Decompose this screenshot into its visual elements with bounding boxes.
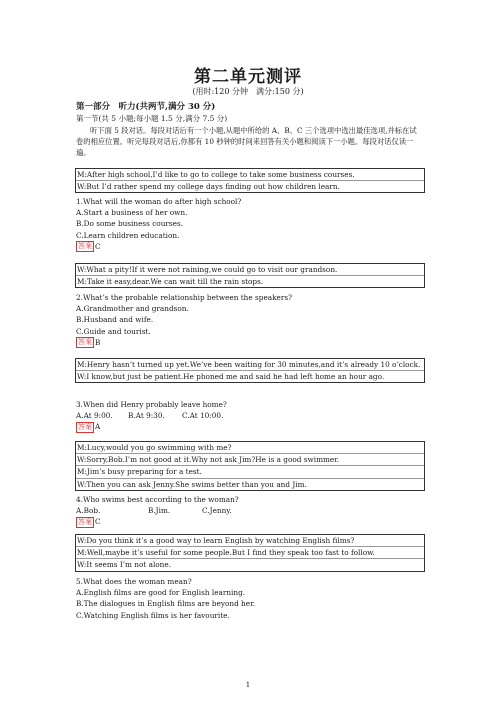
question-block-4 [76,494,426,528]
question-text: 1.What will the woman do after high school? [76,197,242,206]
option-b: B.Jim. [148,506,171,516]
transcript-line: M:Henry hasn’t turned up yet.We’ve been waiting for 30 minutes,and it’s already 10 o’clock. [76,359,424,371]
answer-value: C [95,241,101,251]
transcript-line: M:Lucy,would you go swimming with me? [76,442,424,454]
page-title: 第二单元测评 [194,67,302,87]
transcript-line: W:Do you think it’s a good way to learn English by watching English films? [76,535,424,547]
option-a: A.Start a business of her own. [76,208,188,218]
transcript-box-5 [75,534,425,572]
question-block-1 [76,196,426,252]
transcript-line: M:Jim’s busy preparing for a test. [76,466,424,478]
answer-line [76,421,426,432]
answer-line [76,337,426,348]
question-text: 2.What’s the probable relationship between the speakers? [76,293,292,302]
option-a: A.Bob. [76,506,101,516]
transcript-box-4 [75,441,425,491]
transcript-line: M:After high school,I’d like to go to college to take some business courses. [76,169,424,181]
section-heading: 第一节(共 5 小题;每小题 1.5 分,满分 7.5 分) [76,114,228,123]
option-c: C.Guide and tourist. [76,326,151,336]
instructions-text: 听下面 5 段对话。每段对话后有一个小题,从题中所给的 A、B、C 三个选项中选出最佳选项,并标在试卷的相应位置。听完每段对话后,你都有 10 秒钟的时间来回答有关小题和阅读下一小题。每段对话仅读一遍。 [76,126,417,157]
option-b: B.The dialogues in English films are beyond her. [76,599,256,609]
option-c: C.Jenny. [202,506,232,516]
transcript-line: W:It seems I’m not alone. [77,560,172,570]
option-b: B.Do some business courses. [76,219,184,229]
options-row [76,410,426,421]
page-number: 1 [245,681,251,689]
option-a: A.English films are good for English learning. [76,588,246,598]
question-block-5 [76,576,426,621]
answer-value: C [95,517,101,527]
option-b: B.Husband and wife. [76,315,154,325]
transcript-box-3 [75,358,425,383]
answer-line [76,241,426,252]
answer-tag: 答案 [78,241,92,250]
option-b: B.At 9:30. [128,411,165,421]
option-c: C.Watching English films is her favourite. [76,610,230,620]
transcript-line: W:Sorry,Bob.I’m not good at it.Why not ask Jim?He is a good swimmer. [76,454,424,466]
transcript-line: M:Take it easy,dear.We can wait till the rain stops. [77,277,264,287]
question-block-3 [76,399,426,433]
option-a: A.Grandmother and grandson. [76,304,189,314]
transcript-box-1 [75,168,425,193]
option-a: A.At 9:00. [76,411,113,421]
transcript-line: W:But I’d rather spend my college days finding out how children learn. [77,182,340,192]
answer-line [76,516,426,527]
options-row [76,505,426,516]
answer-tag: 答案 [78,517,92,526]
transcript-line: M:Well,maybe it’s useful for some people.But I find they speak too fast to follow. [76,547,424,559]
question-block-2 [76,292,426,348]
option-c: C.Learn children education. [76,230,180,240]
option-c: C.At 10:00. [182,411,224,421]
answer-value: A [95,422,101,432]
transcript-line: W:Then you can ask Jenny.She swims better than you and Jim. [77,479,307,489]
question-text: 3.When did Henry probably leave home? [76,400,227,409]
part-heading: 第一部分 听力(共两节,满分 30 分) [76,102,216,112]
question-text: 5.What does the woman mean? [76,577,192,586]
answer-value: B [95,337,101,347]
question-text: 4.Who swims best according to the woman? [76,495,239,504]
transcript-line: W:I know,but just be patient.He phoned me and said he had left home an hour ago. [77,372,385,382]
transcript-box-2 [75,263,425,288]
transcript-line: W:What a pity!If it were not raining,we could go to visit our grandson. [76,264,424,276]
page-subtitle: (用时:120 分钟 满分:150 分) [192,87,304,96]
answer-tag: 答案 [78,337,92,346]
answer-tag: 答案 [78,422,92,431]
